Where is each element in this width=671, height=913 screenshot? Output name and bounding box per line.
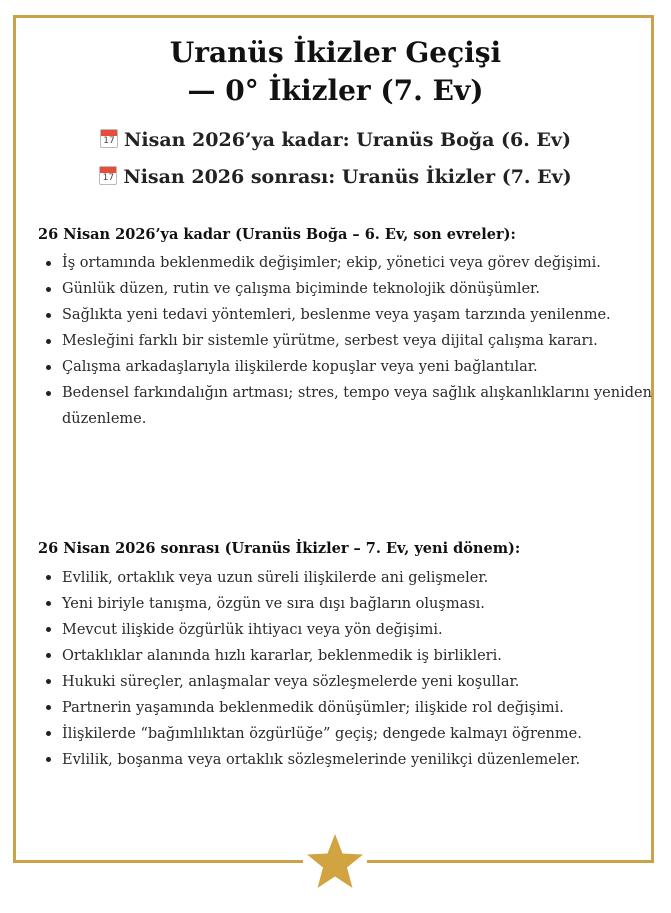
subtitle-after [0,166,671,188]
section-heading-taurus: 26 Nisan 2026’ya kadar (Uranüs Boğa – 6. Ev, son evreler): [38,226,516,243]
list-item: Ortaklıklar alanında hızlı kararlar, beklenmedik iş birlikleri. [62,643,662,669]
gemini-list [34,565,662,773]
title-line-2: — 0° İkizler (7. Ev) [187,74,484,107]
subtitle-before [0,129,671,151]
list-item: Çalışma arkadaşlarıyla ilişkilerde kopuşlar veya yeni bağlantılar. [62,355,662,381]
list-item: Evlilik, boşanma veya ortaklık sözleşmelerinde yenilikçi düzenlemeler. [62,747,662,773]
section-heading-gemini: 26 Nisan 2026 sonrası (Uranüs İkizler – 7. Ev, yeni dönem): [38,540,521,557]
subtitle-after-text: Nisan 2026 sonrası: Uranüs İkizler (7. Ev) [123,166,572,188]
taurus-list [34,251,662,433]
calendar-icon: 17 [99,166,117,185]
list-item: İş ortamında beklenmedik değişimler; ekip, yönetici veya görev değişimi. [62,251,662,277]
title-line-1: Uranüs İkizler Geçişi [169,36,502,69]
list-item: Hukuki süreçler, anlaşmalar veya sözleşmelerde yeni koşullar. [62,669,662,695]
list-item: İlişkilerde “bağımlılıktan özgürlüğe” geçiş; dengede kalmayı öğrenme. [62,721,662,747]
list-item: Sağlıkta yeni tedavi yöntemleri, beslenme veya yaşam tarzında yenilenme. [62,303,662,329]
subtitle-before-text: Nisan 2026’ya kadar: Uranüs Boğa (6. Ev) [124,129,571,151]
star-icon [303,830,367,894]
page-title [0,34,671,110]
list-item: Evlilik, ortaklık veya uzun süreli ilişkilerde ani gelişmeler. [62,565,662,591]
list-item: Mevcut ilişkide özgürlük ihtiyacı veya yön değişimi. [62,617,662,643]
list-item: Partnerin yaşamında beklenmedik dönüşümler; ilişkide rol değişimi. [62,695,662,721]
calendar-icon: 17 [100,129,118,148]
list-item: Yeni biriyle tanışma, özgün ve sıra dışı bağların oluşması. [62,591,662,617]
list-item: Bedensel farkındalığın artması; stres, tempo veya sağlık alışkanlıklarını yeniden düzenleme. [62,381,662,432]
list-item: Mesleğini farklı bir sistemle yürütme, serbest veya dijital çalışma kararı. [62,329,662,355]
list-item: Günlük düzen, rutin ve çalışma biçiminde teknolojik dönüşümler. [62,277,662,303]
